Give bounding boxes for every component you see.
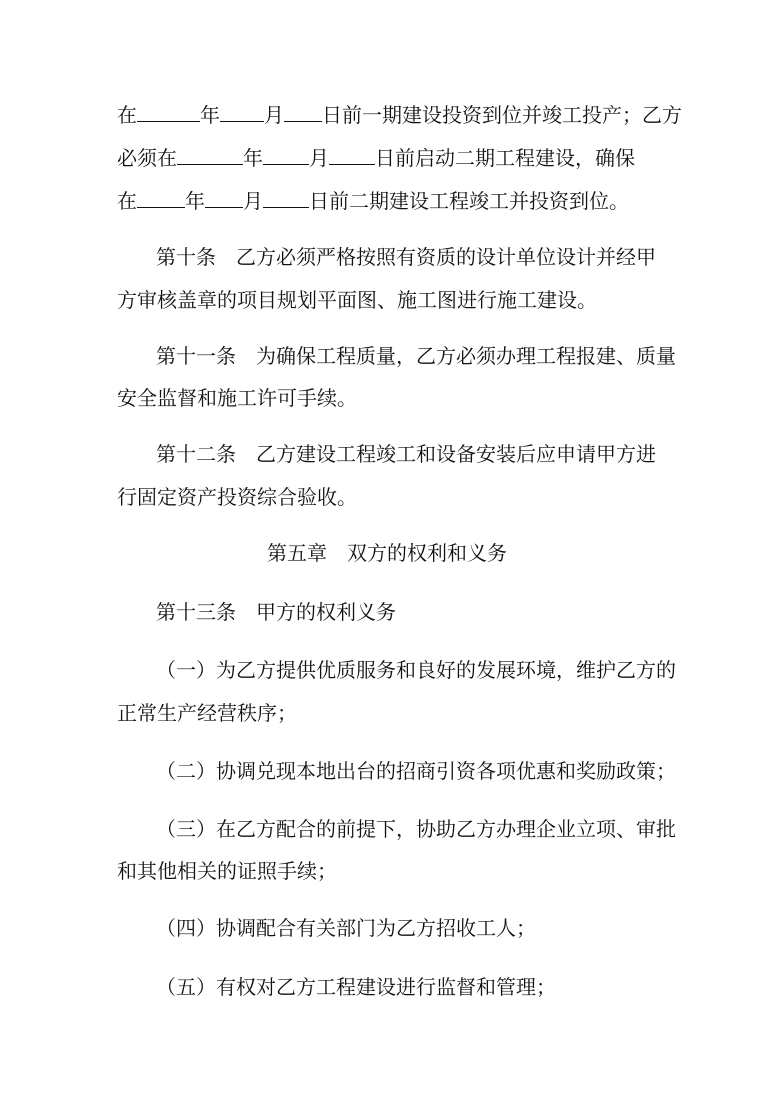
- text: 月: [264, 103, 284, 127]
- blank-month: [263, 146, 309, 165]
- item5: （五）有权对乙方工程建设进行监督和管理；: [156, 975, 556, 999]
- blank-day: [263, 189, 309, 208]
- chapter-heading: 第五章 双方的权利和义务: [267, 541, 507, 565]
- item1-line2: 正常生产经营秩序；: [117, 701, 297, 725]
- item3-line2: 和其他相关的证照手续；: [117, 859, 337, 883]
- blank-year: [177, 146, 243, 165]
- blank-year: [137, 103, 200, 122]
- article11-line2: 安全监督和施工许可手续。: [117, 386, 357, 410]
- blank-month: [220, 103, 264, 122]
- blank-month: [205, 189, 243, 208]
- item3-line1: （三）在乙方配合的前提下，协助乙方办理企业立项、审批: [156, 817, 676, 841]
- text: 在: [117, 189, 137, 213]
- text: 在: [117, 103, 137, 127]
- article12-line2: 行固定资产投资综合验收。: [117, 485, 357, 509]
- blank-day: [284, 103, 322, 122]
- article10-line2: 方审核盖章的项目规划平面图、施工图进行施工建设。: [117, 288, 597, 312]
- item4: （四）协调配合有关部门为乙方招收工人；: [156, 916, 536, 940]
- text: 必须在: [117, 146, 177, 170]
- item1-line1: （一）为乙方提供优质服务和良好的发展环境，维护乙方的: [156, 658, 676, 682]
- blank-day: [329, 146, 375, 165]
- text: 年: [185, 189, 205, 213]
- p1-line2: [117, 145, 677, 171]
- text: 日前二期建设工程竣工并投资到位。: [309, 189, 629, 213]
- p1-line1: [117, 102, 682, 128]
- text: 月: [243, 189, 263, 213]
- article12-line1: 第十二条 乙方建设工程竣工和设备安装后应申请甲方进: [156, 442, 656, 466]
- text: 日前启动二期工程建设，确保: [375, 146, 635, 170]
- blank-year: [137, 189, 185, 208]
- article10-line1: 第十条 乙方必须严格按照有资质的设计单位设计并经甲: [156, 245, 656, 269]
- item2: （二）协调兑现本地出台的招商引资各项优惠和奖励政策；: [156, 759, 676, 783]
- article13-heading: 第十三条 甲方的权利义务: [156, 600, 396, 624]
- p1-line3: [117, 188, 677, 214]
- article11-line1: 第十一条 为确保工程质量，乙方必须办理工程报建、质量: [156, 344, 676, 368]
- text: 月: [309, 146, 329, 170]
- text: 日前一期建设投资到位并竣工投产；乙方: [322, 103, 682, 127]
- text: 年: [200, 103, 220, 127]
- text: 年: [243, 146, 263, 170]
